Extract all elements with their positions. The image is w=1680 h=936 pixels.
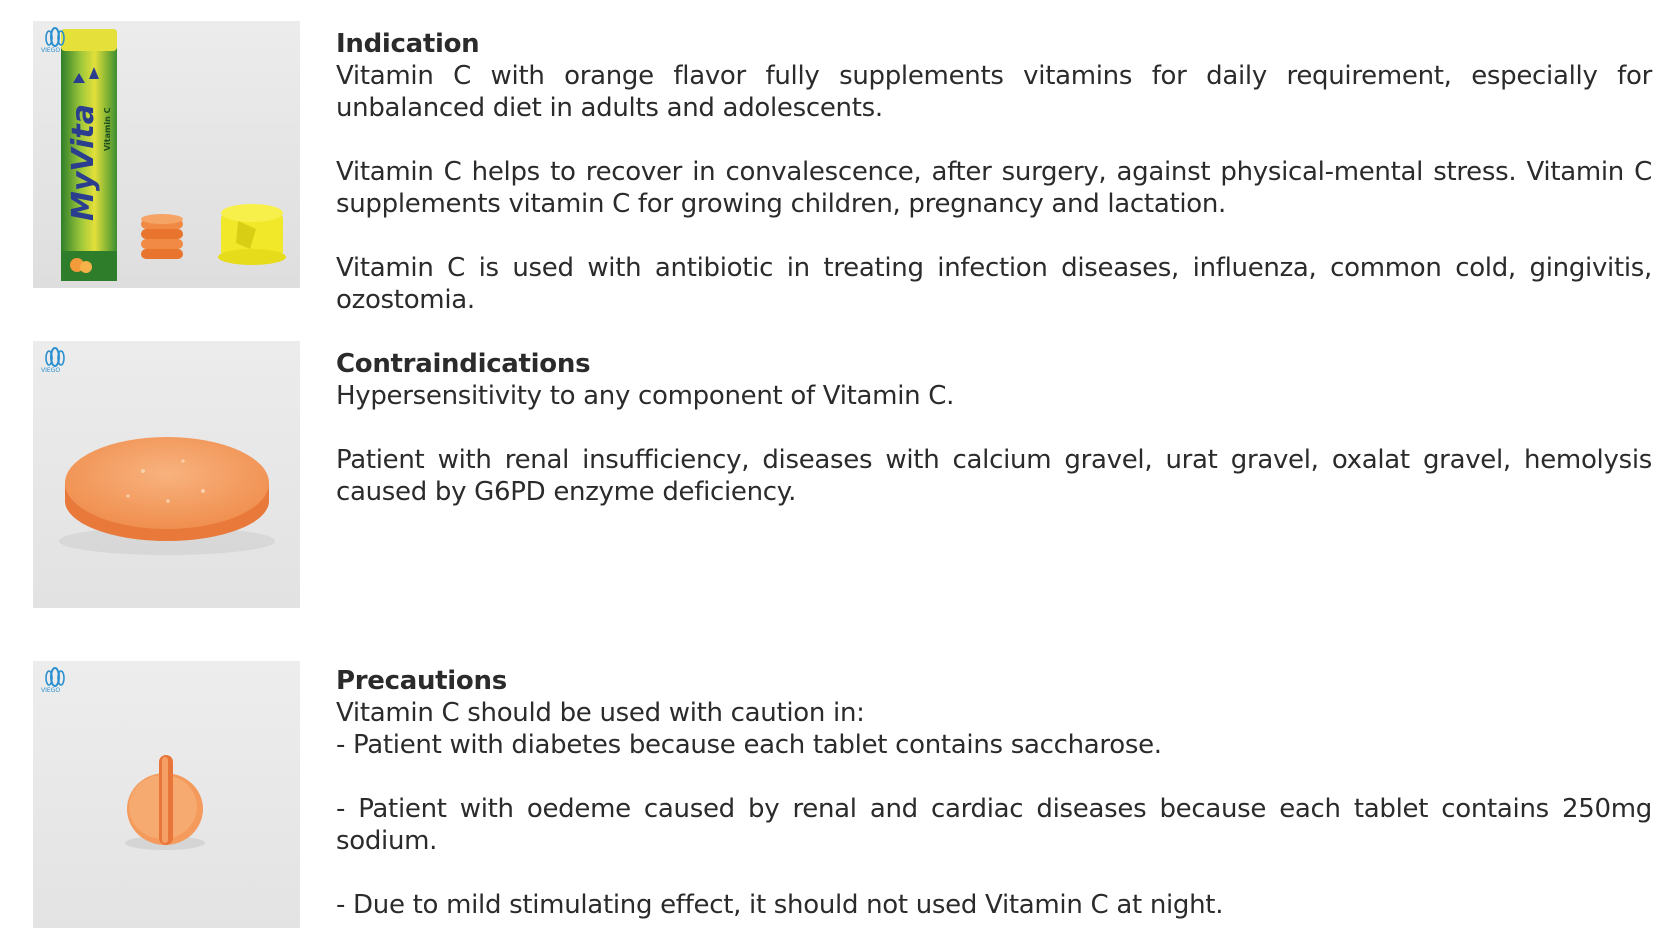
indication-paragraph-3: Vitamin C is used with antibiotic in treating infection diseases, influenza, common cold, gingivitis, ozostomia. — [336, 253, 1652, 315]
precautions-intro: Vitamin C should be used with caution in: — [336, 698, 865, 728]
stacked-tablets — [141, 214, 183, 259]
tube-subtitle-text: Vitamin C — [103, 107, 112, 151]
contraindications-section — [336, 348, 1652, 508]
precautions-heading: Precautions — [336, 666, 507, 696]
indication-heading: Indication — [336, 29, 480, 59]
orange-tablet — [65, 437, 269, 541]
logo-text: VIEGO — [41, 47, 61, 54]
contraindications-paragraph-2: Patient with renal insufficiency, diseases with calcium gravel, urat gravel, oxalat gravel, hemolysis caused by G6PD enzyme deficiency. — [336, 445, 1652, 507]
precautions-item-1: - Patient with diabetes because each tablet contains saccharose. — [336, 730, 1162, 760]
tube-brand-text: MyVita — [66, 104, 101, 221]
logo-text: VIEGO — [41, 687, 61, 694]
precautions-section — [336, 665, 1652, 921]
indication-section — [336, 28, 1652, 316]
contraindications-paragraph-1: Hypersensitivity to any component of Vitamin C. — [336, 381, 955, 411]
indication-paragraph-2: Vitamin C helps to recover in convalescence, after surgery, against physical-mental stress. Vitamin C supplements vitamin C for growing children, pregnancy and lactation. — [336, 157, 1652, 219]
logo-text: VIEGO — [41, 367, 61, 374]
precautions-item-2: - Patient with oedeme caused by renal and cardiac diseases because each tablet contains 250mg sodium. — [336, 794, 1652, 856]
product-photo-tube — [33, 21, 300, 288]
contraindications-heading: Contraindications — [336, 349, 591, 379]
tube-cap — [218, 204, 286, 265]
tablet-photo-flat — [33, 341, 300, 608]
precautions-item-3: - Due to mild stimulating effect, it should not used Vitamin C at night. — [336, 890, 1224, 920]
tablet-photo-edge — [33, 661, 300, 928]
indication-paragraph-1: Vitamin C with orange flavor fully supplements vitamins for daily requirement, especially for unbalanced diet in adults and adolescents. — [336, 61, 1652, 123]
